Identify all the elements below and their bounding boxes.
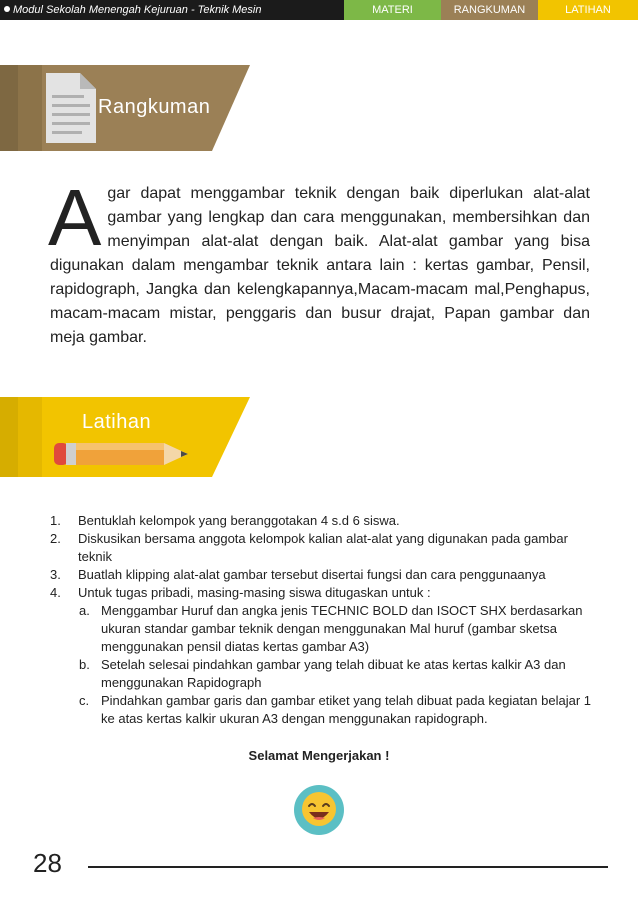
tab-materi[interactable]: MATERI	[344, 0, 441, 20]
item-number: 2.	[50, 531, 61, 546]
sub-item	[50, 602, 595, 656]
item-number: 3.	[50, 567, 61, 582]
pencil-icon	[0, 397, 260, 477]
tab-latihan[interactable]: LATIHAN	[538, 0, 638, 20]
list-item	[50, 566, 595, 584]
list-item	[50, 512, 595, 530]
item-text: Bentuklah kelompok yang beranggotakan 4 s.d 6 siswa.	[78, 513, 400, 528]
footer-divider	[88, 866, 608, 868]
smiley-icon	[294, 785, 344, 835]
summary-text: gar dapat menggambar teknik dengan baik diperlukan alat-alat gambar yang lengkap dan cara menggunakan, membersihkan dan menyimpan alat-alat dengan baik. Alat-alat gambar yang bisa digunakan dalam mengambar teknik antara lain : kertas gambar, Pensil, rapidograph, Jangka dan kelengkapannya,Macam-macam mal,Penghapus, macam-macam mistar, penggaris dan busur drajat, Papan gambar dan meja gambar.	[50, 185, 590, 346]
sub-item	[50, 692, 595, 728]
sub-item-letter: b.	[79, 657, 90, 672]
module-title-text: Modul Sekolah Menengah Kejuruan - Teknik Mesin	[13, 4, 262, 16]
latihan-banner	[0, 397, 260, 477]
closing-message: Selamat Mengerjakan !	[248, 748, 390, 763]
drop-cap: A	[48, 173, 102, 262]
item-text: Buatlah klipping alat-alat gambar tersebut disertai fungsi dan cara penggunaanya	[78, 567, 546, 582]
rangkuman-banner	[0, 65, 260, 151]
item-text: Diskusikan bersama anggota kelompok kalian alat-alat yang digunakan pada gambar teknik	[78, 531, 568, 564]
item-number: 4.	[50, 585, 61, 600]
page-number: 28	[33, 848, 62, 878]
header-bar	[0, 0, 638, 20]
tab-rangkuman[interactable]: RANGKUMAN	[441, 0, 538, 20]
item-text: Untuk tugas pribadi, masing-masing siswa ditugaskan untuk :	[78, 585, 431, 600]
sub-item	[50, 656, 595, 692]
exercise-list	[50, 512, 595, 728]
list-item	[50, 530, 595, 566]
rangkuman-title: Rangkuman	[98, 96, 211, 118]
sub-item-letter: a.	[79, 603, 90, 618]
sub-item-text: Menggambar Huruf dan angka jenis TECHNIC BOLD dan ISOCT SHX berdasarkan ukuran standar gambar teknik dengan menggunakan Mal huruf (gambar sketsa menggunakan pensil diatas kertas gambar A3)	[101, 603, 583, 654]
sub-item-letter: c.	[79, 693, 90, 708]
module-title	[0, 0, 344, 20]
sub-item-text: Setelah selesai pindahkan gambar yang telah dibuat ke atas kertas kalkir A3 dan menggunakan Rapidograph	[101, 657, 566, 690]
summary-paragraph	[48, 173, 590, 350]
list-item	[50, 584, 595, 602]
latihan-title: Latihan	[82, 411, 152, 433]
item-number: 1.	[50, 513, 61, 528]
bullet-icon	[4, 6, 10, 12]
sub-item-text: Pindahkan gambar garis dan gambar etiket yang telah dibuat pada kegiatan belajar 1 ke atas kertas kalkir ukuran A3 dengan menggunakan rapidograph.	[101, 693, 592, 726]
